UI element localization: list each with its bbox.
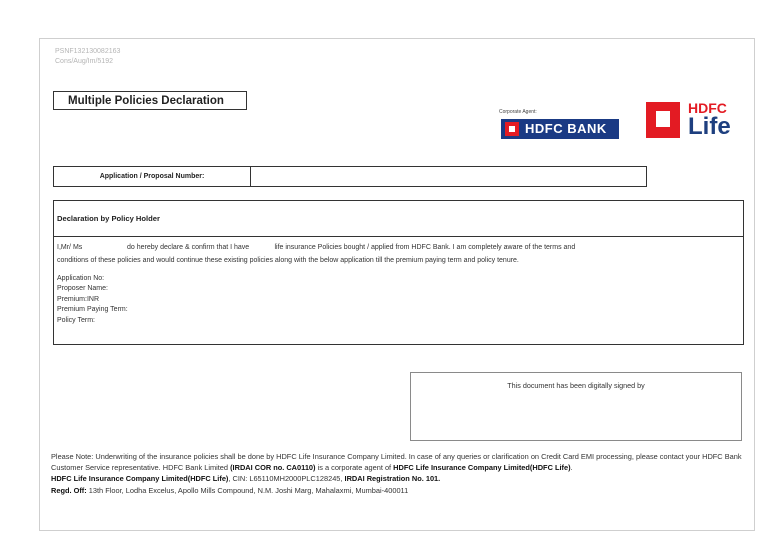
- document-codes: [55, 47, 120, 67]
- application-number-label: Application / Proposal Number:: [54, 167, 251, 186]
- footer-paragraph: [51, 451, 746, 473]
- hdfc-bank-logo: [501, 119, 619, 139]
- footer-irdai-cor: (IRDAI COR no. CA0110): [230, 463, 316, 473]
- declaration-statement: [57, 241, 737, 267]
- hdfc-bank-logo-text: HDFC BANK: [525, 121, 607, 136]
- footer-irdai-registration: IRDAI Registration No. 101.: [344, 474, 441, 484]
- digital-signature-box: [410, 372, 742, 441]
- application-number-row: [53, 166, 647, 187]
- declaration-line: I,Mr/ Ms do hereby declare & confirm that I have life insurance Policies bought / applied from HDFC Bank. I am completely aware of the terms and: [57, 244, 576, 251]
- hdfc-bank-logo-icon: [505, 122, 519, 136]
- hdfc-life-logo-bottom: Life: [688, 113, 731, 140]
- footer-note: [51, 451, 746, 496]
- footer-regd-label: Regd. Off:: [51, 485, 87, 495]
- field-premium-paying-term: Premium Paying Term:: [57, 306, 128, 314]
- footer-address-line: [51, 485, 746, 496]
- footer-cin: , CIN: L65110MH2000PLC128245,: [228, 474, 345, 484]
- field-proposer-name: Proposer Name:: [57, 285, 108, 293]
- field-premium: Premium:INR: [57, 295, 100, 303]
- footer-note-text: is a corporate agent of: [315, 463, 394, 473]
- declaration-heading: Declaration by Policy Holder: [54, 201, 743, 237]
- declaration-fields: [57, 274, 128, 326]
- declaration-section: [53, 200, 744, 345]
- declaration-line: conditions of these policies and would continue these existing policies along with the below application till the premium paying term and policy tenure.: [57, 257, 519, 264]
- page-title: Multiple Policies Declaration: [53, 91, 247, 110]
- document-code: PSNF132130082163: [55, 48, 121, 55]
- footer-company-line: [51, 473, 746, 484]
- footer-regd-address: 13th Floor, Lodha Excelus, Apollo Mills Compound, N.M. Joshi Marg, Mahalaxmi, Mumbai-400011: [86, 485, 409, 495]
- field-application-no: Application No:: [57, 275, 105, 282]
- document-code: Cons/Aug/Im/5192: [55, 58, 113, 65]
- footer-note-text: .: [570, 463, 573, 473]
- footer-company-name: HDFC Life Insurance Company Limited(HDFC Life): [393, 463, 571, 473]
- digital-signature-text: This document has been digitally signed by: [507, 381, 645, 390]
- corporate-agent-label: Corporate Agent:: [499, 109, 537, 115]
- footer-company-bold: HDFC Life Insurance Company Limited(HDFC Life): [51, 474, 229, 484]
- document-page: [39, 38, 755, 531]
- hdfc-life-logo: [646, 99, 744, 141]
- hdfc-life-logo-icon: [646, 102, 680, 138]
- footer-note-text: Please Note: Underwriting of the insurance policies shall be done by HDFC Life Insurance Company Limited. In case of any queries or clarification on Credit Card EMI processing, please contact your HDFC Bank Customer Service representative. HDFC Bank Limited: [51, 452, 742, 473]
- field-policy-term: Policy Term:: [57, 316, 95, 324]
- hdfc-life-logo-top: HDFC: [688, 100, 727, 116]
